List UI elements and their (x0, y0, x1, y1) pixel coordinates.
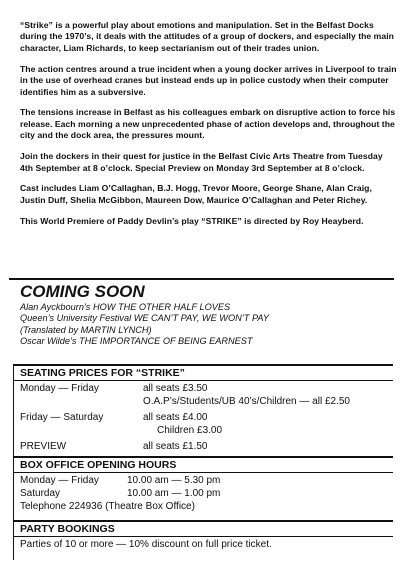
intro-paragraph-5: Cast includes Liam O’Callaghan, B.J. Hogg, Trevor Moore, George Shane, Alan Craig, Justin Duff, Shelia McGibbon, Maureen Dow, Maurice O’Callaghan and Peter Richey. (20, 183, 372, 205)
seating-prices-heading: SEATING PRICES FOR “STRIKE” (13, 366, 393, 381)
hours-time-weekday: 10.00 am — 5.30 pm (127, 475, 221, 486)
party-bookings-text: Parties of 10 or more — 10% discount on full price ticket. (20, 539, 272, 550)
hours-time-saturday: 10.00 am — 1.00 pm (127, 488, 221, 499)
box-office-section (13, 456, 393, 520)
seating-day-preview: PREVIEW (20, 441, 67, 452)
seating-children-weekend: Children £3.00 (157, 425, 223, 436)
seating-day-weekday: Monday — Friday (20, 383, 99, 394)
seating-price-preview: all seats £1.50 (143, 441, 208, 452)
intro-paragraph-2: The action centres around a true incident when a young docker arrives in Liverpool to train in the use of overhead cranes but instead ends up in police custody when their computer identifies him as a subversive. (20, 63, 397, 97)
box-office-heading: BOX OFFICE OPENING HOURS (13, 458, 393, 473)
seating-day-weekend: Friday — Saturday (20, 412, 104, 423)
section-divider (9, 278, 394, 280)
coming-soon-line-2: Queen’s University Festival WE CAN’T PAY, WE WON’T PAY (20, 313, 269, 324)
play-description (20, 20, 398, 237)
seating-price-weekday: all seats £3.50 (143, 383, 208, 394)
telephone-text: Telephone 224936 (Theatre Box Office) (20, 501, 195, 512)
intro-paragraph-4: Join the dockers in their quest for justice in the Belfast Civic Arts Theatre from Tuesday 4th September at 8 o’clock. Special Preview on Monday 3rd September at 8 o’clock. (20, 151, 383, 173)
coming-soon-line-3: (Translated by MARTIN LYNCH) (20, 324, 152, 335)
intro-paragraph-3: The tensions increase in Belfast as his colleagues embark on disruptive action to force his release. Each morning a new unprecedented phase of action develops and, throughout the city and the dock area, the pressures mount. (20, 107, 396, 141)
seating-price-weekend: all seats £4.00 (143, 412, 208, 423)
intro-paragraph-6: This World Premiere of Paddy Devlin’s play “STRIKE” is directed by Roy Heayberd. (20, 215, 364, 226)
coming-soon-section (20, 282, 400, 347)
intro-paragraph-1: “Strike” is a powerful play about emotions and manipulation. Set in the Belfast Docks during the 1970’s, it deals with the attitudes of a group of dockers, and especially the main character, Liam Richards, to keep sectarianism out of their trades union. (20, 20, 394, 53)
coming-soon-line-1: Alan Ayckbourn’s HOW THE OTHER HALF LOVES (20, 302, 231, 312)
party-bookings-section (13, 520, 393, 562)
seating-prices-section (13, 364, 393, 456)
hours-day-weekday: Monday — Friday (20, 475, 99, 486)
seating-concession-weekday: O.A.P’s/Students/UB 40’s/Children — all £2.50 (143, 396, 350, 407)
hours-day-saturday: Saturday (20, 488, 61, 499)
party-bookings-heading: PARTY BOOKINGS (13, 522, 393, 537)
coming-soon-line-4: Oscar Wilde’s THE IMPORTANCE OF BEING EARNEST (20, 335, 253, 346)
coming-soon-heading: COMING SOON (20, 282, 145, 301)
